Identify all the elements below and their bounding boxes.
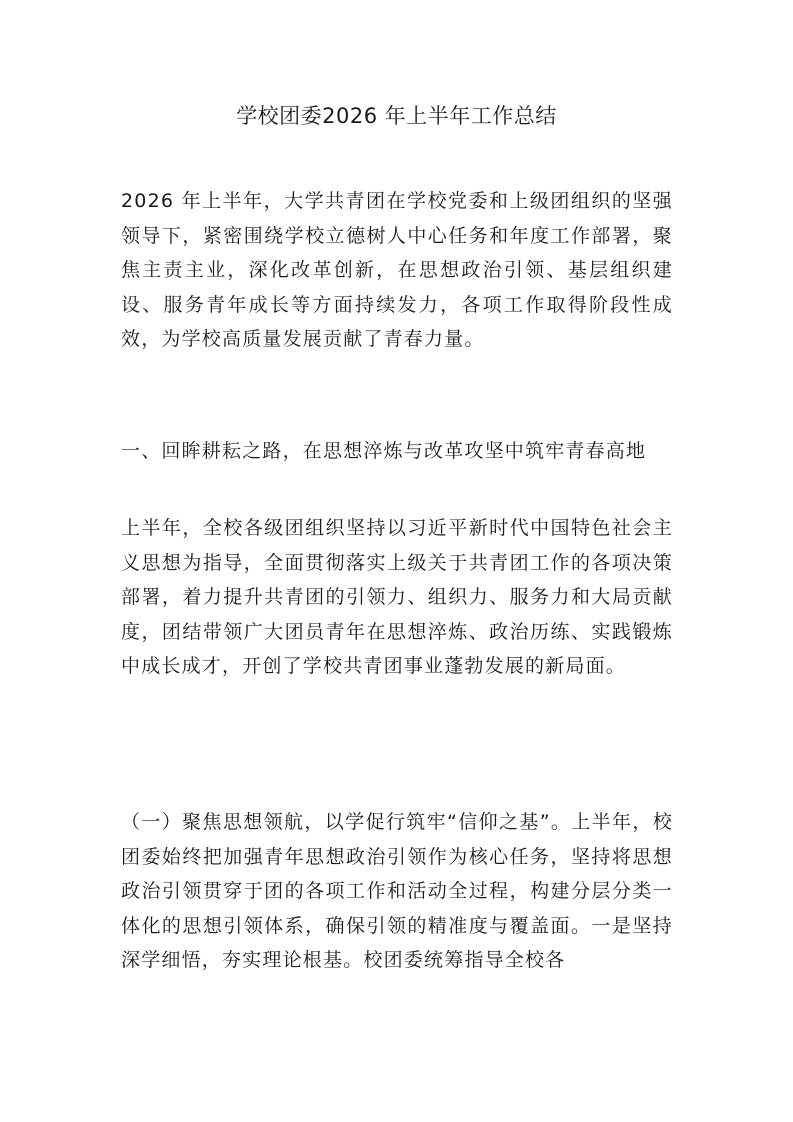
intro-paragraph: 2026 年上半年，大学共青团在学校党委和上级团组织的坚强领导下，紧密围绕学校立德树人中心任务和年度工作部署，聚焦主责主业，深化改革创新，在思想政治引领、基层组织建设、服务青年成长等方面持续发力，各项工作取得阶段性成效，为学校高质量发展贡献了青春力量。 (121, 190, 673, 351)
document-title: 学校团委2026 年上半年工作总结 (236, 104, 557, 128)
subsection-paragraph: （一）聚焦思想领航，以学促行筑牢“信仰之基”。上半年，校团委始终把加强青年思想政治引领作为核心任务，坚持将思想政治引领贯穿于团的各项工作和活动全过程，构建分层分类一体化的思想引领体系，确保引领的精准度与覆盖面。一是坚持深学细悟，夯实理论根基。校团委统筹指导全校各 (121, 811, 673, 972)
section-body-paragraph: 上半年，全校各级团组织坚持以习近平新时代中国特色社会主义思想为指导，全面贯彻落实上级关于共青团工作的各项决策部署，着力提升共青团的引领力、组织力、服务力和大局贡献度，团结带领广大团员青年在思想淬炼、政治历练、实践锻炼中成长成才，开创了学校共青团事业蓬勃发展的新局面。 (121, 517, 673, 678)
section-heading: 一、回眸耕耘之路，在思想淬炼与改革攻坚中筑牢青春高地 (121, 440, 647, 462)
